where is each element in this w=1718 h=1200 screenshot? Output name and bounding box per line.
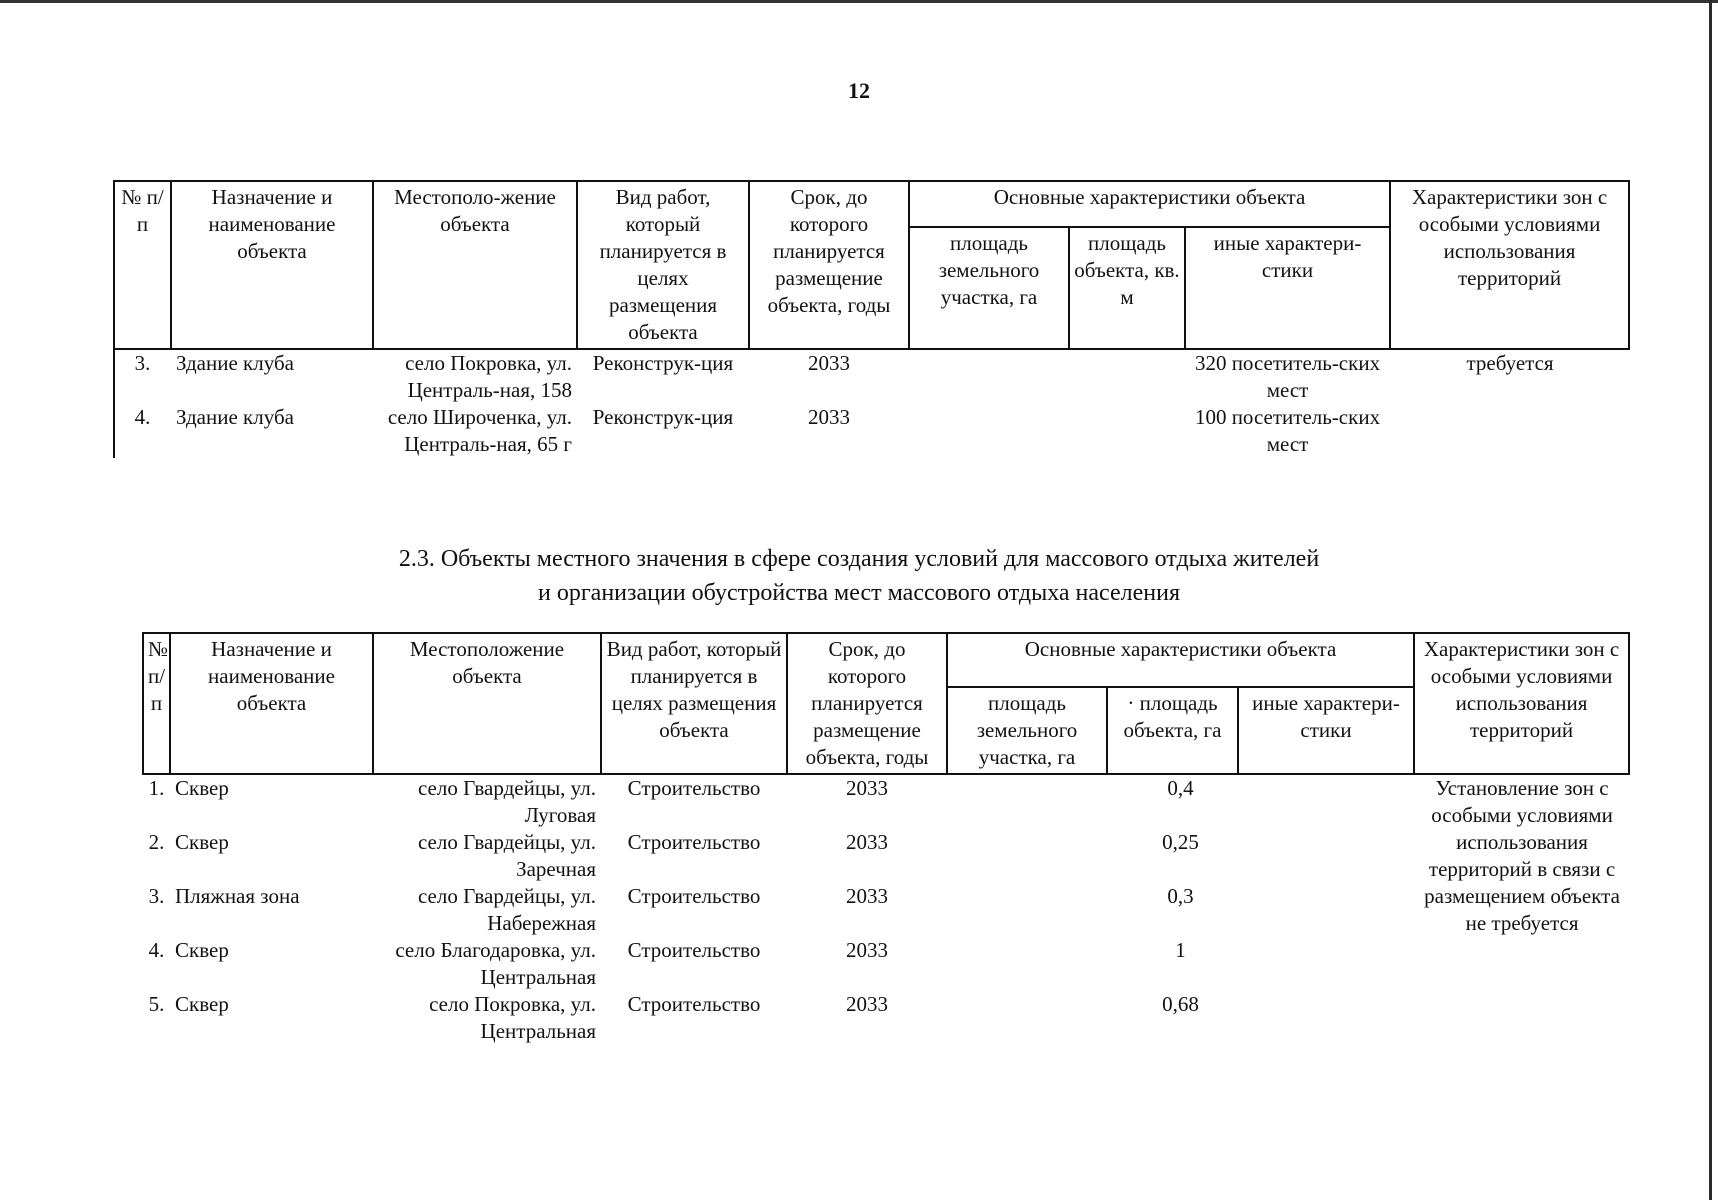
header-work-type: Вид работ, который планируется в целях размещения объекта — [577, 181, 749, 349]
row-other: 320 посетитель-ских мест — [1194, 351, 1381, 402]
row-object-area — [1069, 349, 1185, 404]
row-num: 5. — [148, 992, 165, 1016]
row-year: 2033 — [846, 884, 888, 908]
row-name: Пляжная зона — [175, 884, 300, 908]
header-object-area: · площадь объекта, га — [1107, 687, 1238, 774]
row-year: 2033 — [846, 776, 888, 800]
objects-table-recreation — [142, 632, 1630, 1045]
row-location: село Гвардейцы, ул. Заречная — [417, 830, 596, 881]
row-work-type: Реконструк-ция — [592, 405, 734, 429]
table-row — [114, 349, 1629, 404]
header-deadline: Срок, до которого планируется размещение объекта, годы — [787, 633, 947, 774]
header-num: № п/п — [114, 181, 171, 349]
header-other-characteristics: иные характери-стики — [1238, 687, 1414, 774]
row-year: 2033 — [846, 830, 888, 854]
row-num: 2. — [148, 830, 165, 854]
row-num: 4. — [114, 404, 171, 458]
header-location: Местоположение объекта — [373, 633, 601, 774]
row-year: 2033 — [808, 405, 850, 429]
row-year: 2033 — [846, 992, 888, 1016]
header-other-characteristics: иные характери-стики — [1185, 227, 1390, 349]
section-title-line-1: 2.3. Объекты местного значения в сфере создания условий для массового отдыха жителей — [398, 546, 1320, 572]
row-object-area — [1069, 404, 1185, 458]
header-zones: Характеристики зон с особыми условиями использования территорий — [1390, 181, 1629, 349]
section-title — [0, 542, 1718, 610]
row-location: село Благодаровка, ул. Центральная — [395, 938, 596, 989]
header-location: Местополо-жение объекта — [373, 181, 577, 349]
row-location: село Покровка, ул. Централь-ная, 158 — [405, 351, 572, 402]
row-num: 1. — [148, 776, 165, 800]
row-name: Здание клуба — [176, 405, 294, 429]
header-main-characteristics: Основные характеристики объекта — [947, 633, 1414, 687]
row-object-area: 0,68 — [1162, 992, 1199, 1016]
row-name: Сквер — [175, 776, 229, 800]
table-row — [143, 991, 1629, 1045]
header-object-area: площадь объекта, кв. м — [1069, 227, 1185, 349]
table-row — [143, 829, 1629, 883]
header-land-area: площадь земельного участка, га — [909, 227, 1069, 349]
row-work-type: Строительство — [627, 992, 761, 1016]
header-work-type: Вид работ, который планируется в целях размещения объекта — [601, 633, 787, 774]
row-num: 4. — [148, 938, 165, 962]
header-deadline: Срок, до которого планируется размещение объекта, годы — [749, 181, 909, 349]
row-name: Здание клуба — [176, 351, 294, 375]
page-number: 12 — [848, 78, 870, 103]
row-num: 3. — [148, 884, 165, 908]
row-location: село Гвардейцы, ул. Луговая — [417, 776, 596, 827]
row-year: 2033 — [846, 938, 888, 962]
row-location: село Покровка, ул. Центральная — [429, 992, 596, 1043]
row-object-area: 0,4 — [1167, 776, 1194, 800]
scan-edge-top — [0, 0, 1718, 3]
row-location: село Широченка, ул. Централь-ная, 65 г — [387, 405, 572, 456]
row-object-area: 1 — [1175, 938, 1186, 962]
header-main-characteristics: Основные характеристики объекта — [909, 181, 1390, 227]
row-object-area: 0,3 — [1167, 884, 1194, 908]
row-location: село Гвардейцы, ул. Набережная — [417, 884, 596, 935]
row-land-area — [909, 404, 1069, 458]
row-year: 2033 — [808, 351, 850, 375]
row-name: Сквер — [175, 830, 229, 854]
row-zones — [1390, 404, 1629, 458]
row-work-type: Строительство — [627, 938, 761, 962]
row-work-type: Строительство — [627, 776, 761, 800]
section-title-line-2: и организации обустройства мест массового отдыха населения — [537, 580, 1181, 606]
row-work-type: Строительство — [627, 830, 761, 854]
row-zones: требуется — [1466, 351, 1554, 375]
row-work-type: Реконструк-ция — [592, 351, 734, 375]
row-object-area: 0,25 — [1162, 830, 1199, 854]
row-name: Сквер — [175, 992, 229, 1016]
table-row — [143, 883, 1629, 937]
header-name: Назначение и наименование объекта — [170, 633, 373, 774]
objects-table-culture — [113, 180, 1630, 458]
row-name: Сквер — [175, 938, 229, 962]
zones-note: Установление зон с особыми условиями использования территорий в связи с размещением объекта не требуется — [1424, 776, 1620, 935]
header-zones: Характеристики зон с особыми условиями использования территорий — [1414, 633, 1629, 774]
row-other: 100 посетитель-ских мест — [1194, 405, 1381, 456]
row-work-type: Строительство — [627, 884, 761, 908]
table-row — [143, 937, 1629, 991]
header-land-area: площадь земельного участка, га — [947, 687, 1107, 774]
table-row — [143, 774, 1629, 829]
row-num: 3. — [114, 349, 171, 404]
row-land-area — [909, 349, 1069, 404]
table-row — [114, 404, 1629, 458]
header-num: № п/п — [143, 633, 170, 774]
header-name: Назначение и наименование объекта — [171, 181, 373, 349]
